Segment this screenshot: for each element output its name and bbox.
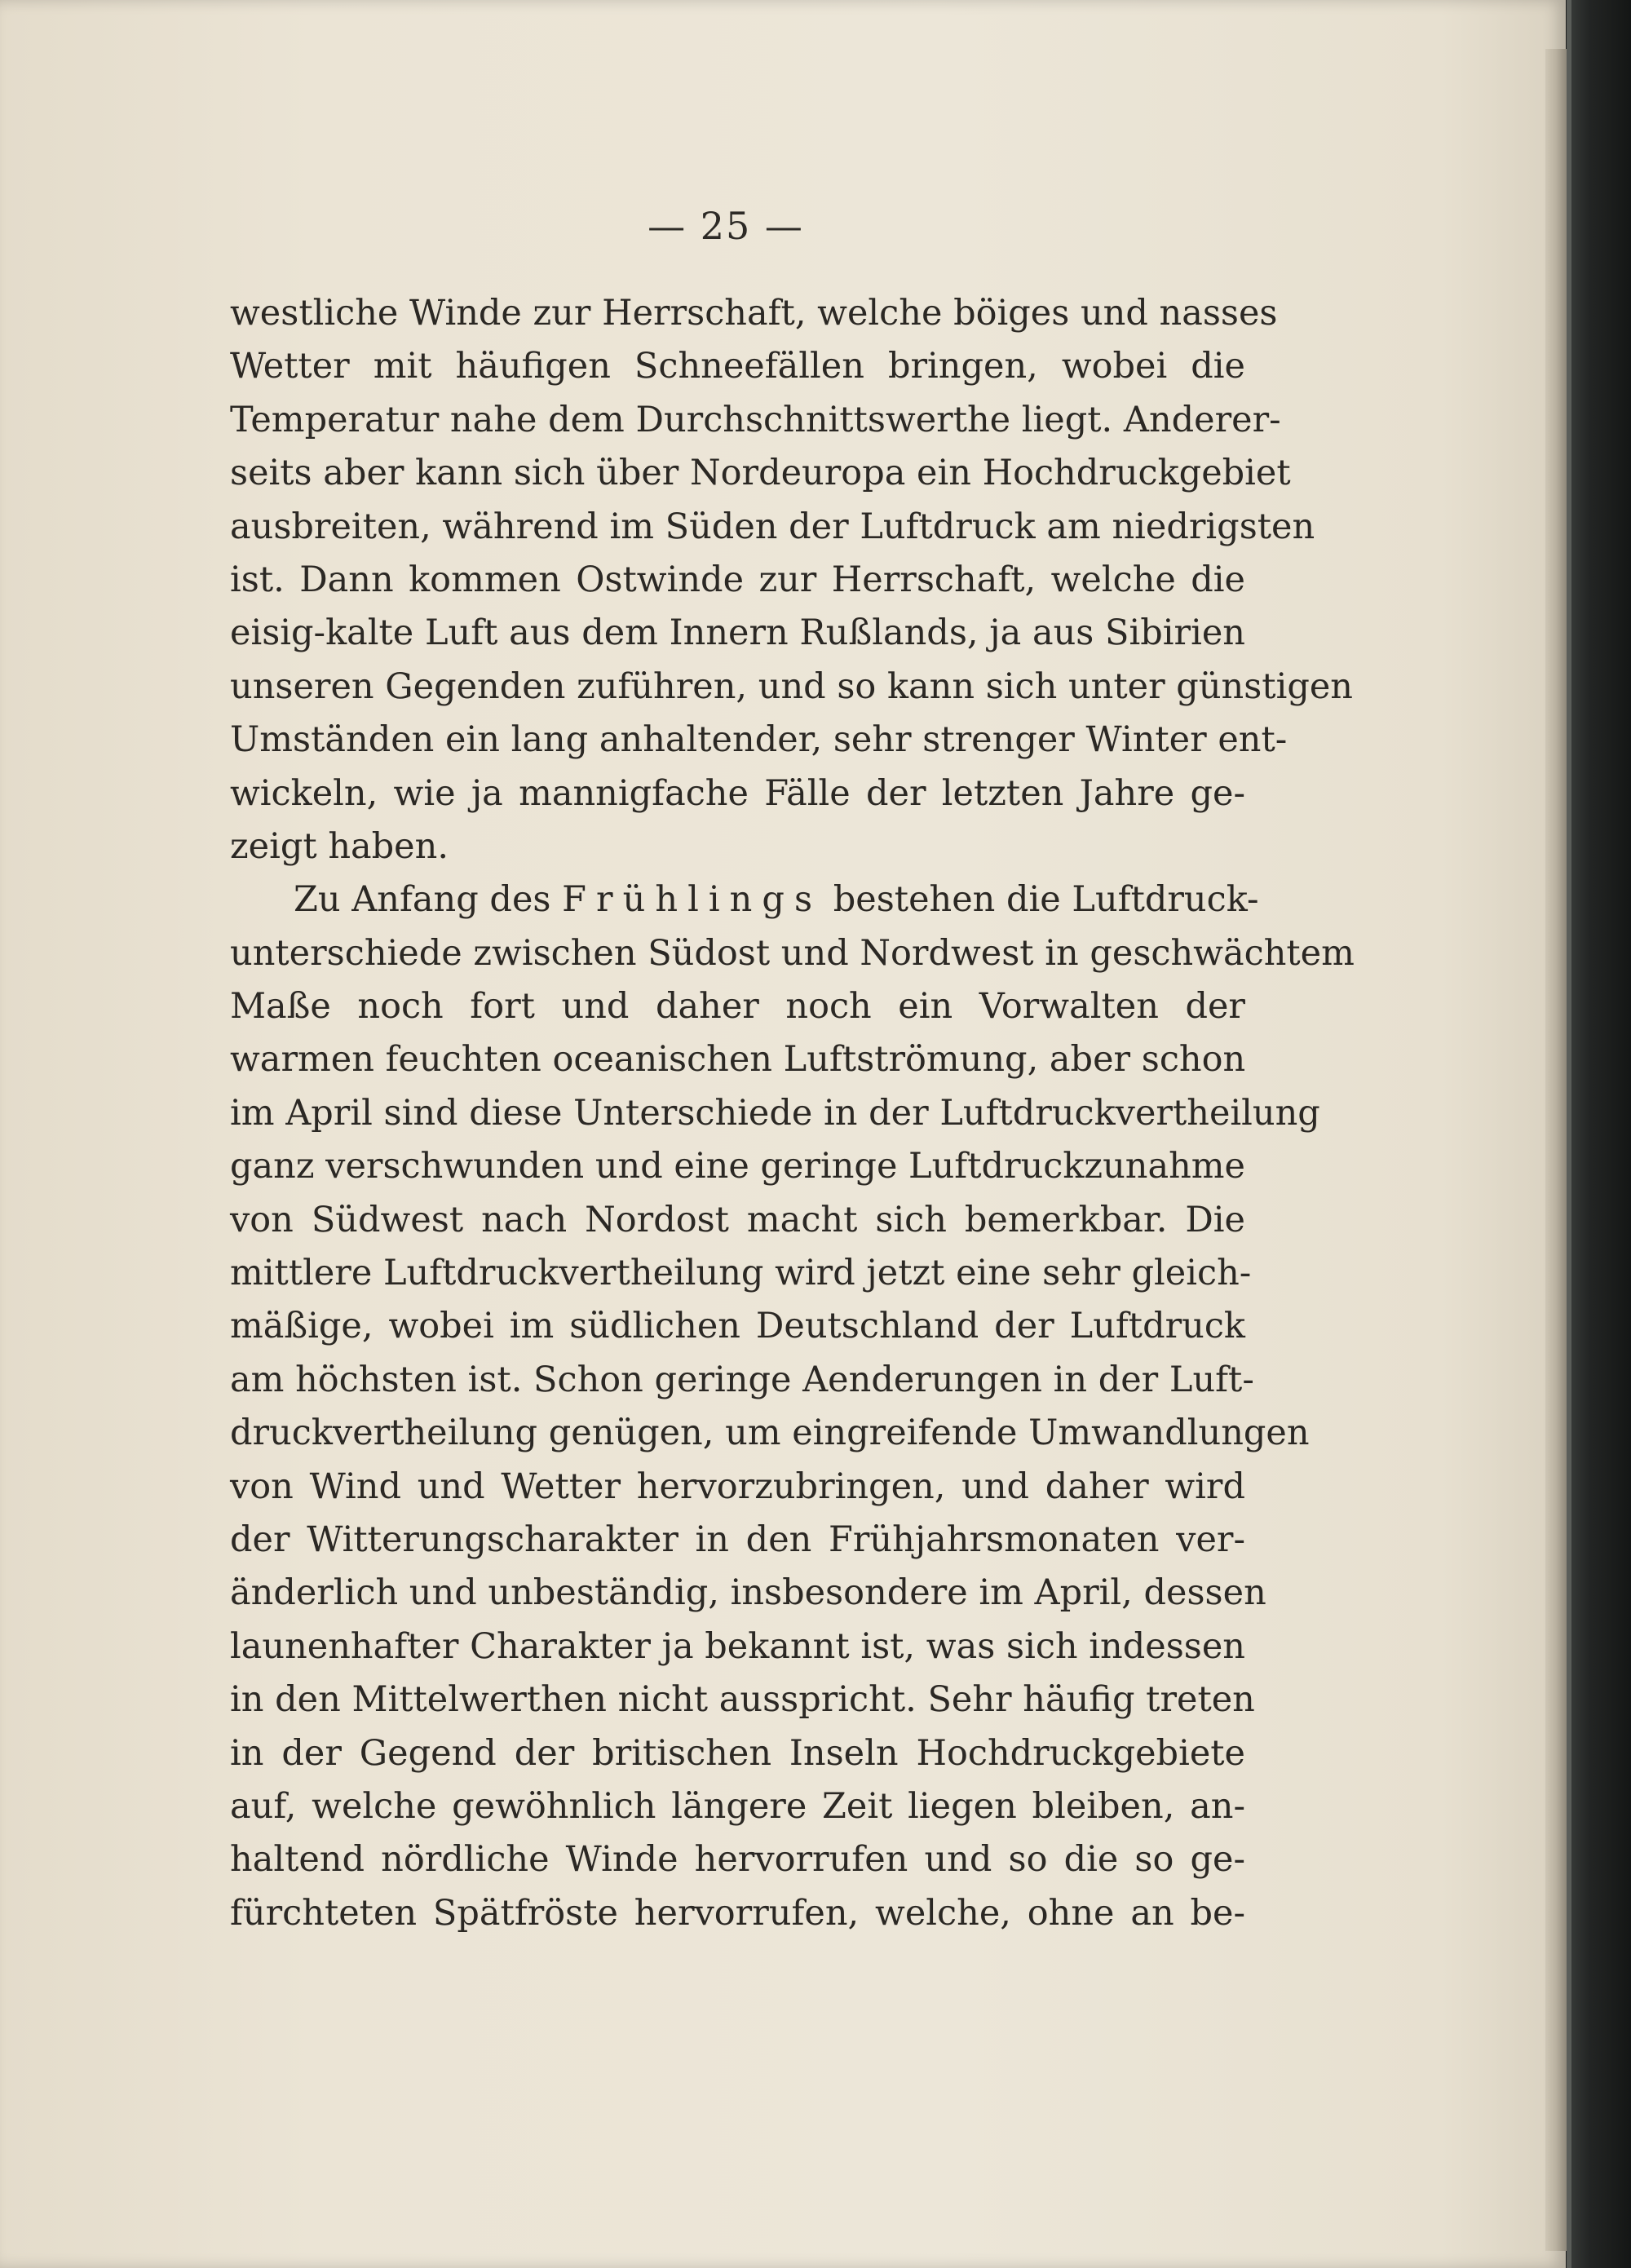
text-line: unseren Gegenden zuführen, und so kann sich unter günstigen <box>230 665 1353 707</box>
binding-edge <box>1567 0 1571 2268</box>
text-fragment: Zu Anfang des <box>294 879 563 921</box>
text-line: unterschiede zwischen Südost und Nordwest in geschwächtem <box>230 932 1355 974</box>
text-line: im April sind diese Unterschiede in der Luftdruckvertheilung <box>230 1092 1320 1134</box>
text-line: von Südwest nach Nordost macht sich bemerkbar. Die <box>230 1199 1245 1240</box>
text-line: mäßige, wobei im südlichen Deutschland der Luftdruck <box>230 1306 1245 1347</box>
text-line: in der Gegend der britischen Inseln Hochdruckgebiete <box>230 1732 1245 1774</box>
text-line: launenhafter Charakter ja bekannt ist, was sich indessen <box>230 1625 1245 1667</box>
text-line: in den Mittelwerthen nicht ausspricht. Sehr häufig treten <box>230 1679 1255 1721</box>
paragraph-first-line <box>230 873 1259 926</box>
page-edge <box>1545 49 1567 2251</box>
text-line: zeigt haben. <box>230 825 449 867</box>
text-line: Temperatur nahe dem Durchschnittswerthe liegt. Anderer- <box>230 399 1281 440</box>
text-line: ist. Dann kommen Ostwinde zur Herrschaft, welche die <box>230 559 1245 600</box>
text-line: Maße noch fort und daher noch ein Vorwalten der <box>230 986 1245 1028</box>
text-line: westliche Winde zur Herrschaft, welche böiges und nasses <box>230 293 1278 334</box>
text-line: änderlich und unbeständig, insbesondere im April, dessen <box>230 1572 1266 1614</box>
text-line: auf, welche gewöhnlich längere Zeit liegen bleiben, an- <box>230 1785 1245 1827</box>
text-fragment: bestehen die Luftdruck- <box>822 879 1259 921</box>
text-line: der Witterungscharakter in den Frühjahrsmonaten ver- <box>230 1519 1245 1560</box>
book-binding <box>1567 0 1631 2268</box>
text-line: ausbreiten, während im Süden der Luftdruck am niedrigsten <box>230 506 1315 547</box>
body-text <box>230 287 1355 1940</box>
text-line: seits aber kann sich über Nordeuropa ein Hochdruckgebiet <box>230 453 1291 494</box>
text-line: am höchsten ist. Schon geringe Aenderungen in der Luft- <box>230 1359 1254 1400</box>
page-number: — 25 — <box>648 204 804 248</box>
text-line: von Wind und Wetter hervorzubringen, und daher wird <box>230 1466 1245 1507</box>
text-line: haltend nördliche Winde hervorrufen und so die so ge- <box>230 1839 1245 1881</box>
text-line: Wetter mit häufigen Schneefällen bringen, wobei die <box>230 346 1245 387</box>
text-line: eisig-kalte Luft aus dem Innern Rußlands, ja aus Sibirien <box>230 612 1245 654</box>
spaced-heading-word: Frühlings <box>562 879 823 921</box>
text-line: wickeln, wie ja mannigfache Fälle der letzten Jahre ge- <box>230 772 1245 814</box>
text-line: mittlere Luftdruckvertheilung wird jetzt eine sehr gleich- <box>230 1253 1252 1294</box>
text-line: Umständen ein lang anhaltender, sehr strenger Winter ent- <box>230 719 1288 761</box>
text-line: fürchteten Spätfröste hervorrufen, welche, ohne an be- <box>230 1892 1245 1934</box>
text-line: ganz verschwunden und eine geringe Luftdruckzunahme <box>230 1146 1246 1187</box>
text-line: warmen feuchten oceanischen Luftströmung, aber schon <box>230 1039 1246 1081</box>
text-line: druckvertheilung genügen, um eingreifende Umwandlungen <box>230 1413 1310 1454</box>
